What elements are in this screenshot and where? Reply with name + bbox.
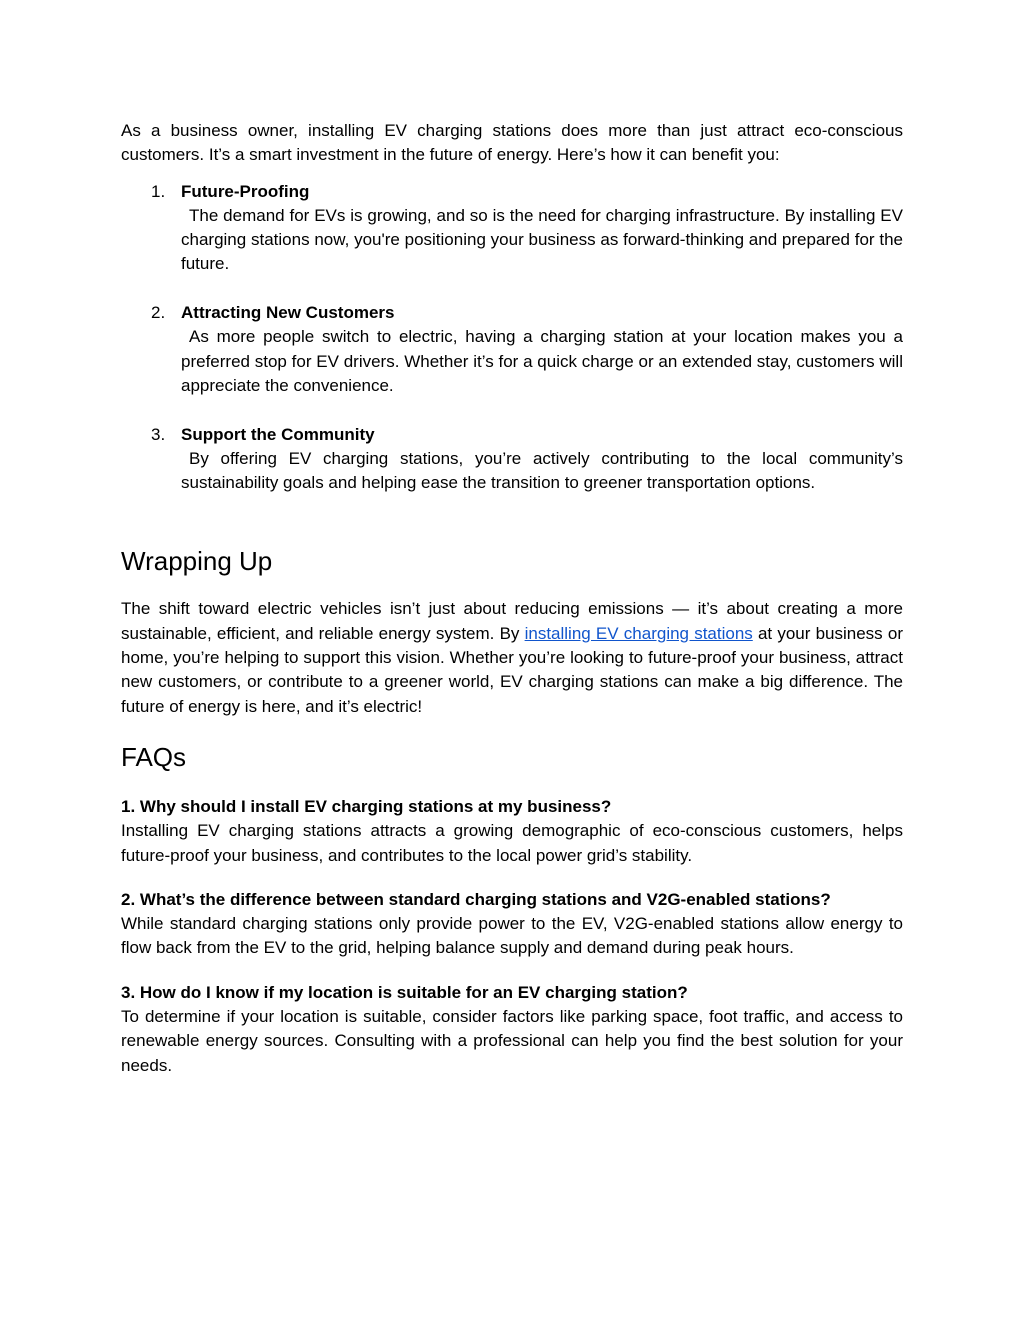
list-item-body: By offering EV charging stations, you’re actively contributing to the local community’s sustainability goals and helping ease the transition to greener transportation options.	[181, 448, 903, 493]
list-item	[121, 180, 903, 277]
faqs-heading: FAQs	[121, 741, 187, 772]
faq-answer: Installing EV charging stations attracts a growing demographic of eco-conscious customers, helps future-proof your business, and contributes to the local power grid’s stability.	[121, 821, 903, 865]
list-item-title: Attracting New Customers	[181, 303, 395, 323]
list-item-number: 3.	[151, 424, 166, 444]
list-item-title: Future-Proofing	[181, 181, 310, 201]
intro-paragraph: As a business owner, installing EV charging stations does more than just attract eco-conscious customers. It’s a smart investment in the future of energy. Here’s how it can benefit you:	[121, 121, 903, 165]
installing-ev-charging-stations-link[interactable]: installing EV charging stations	[524, 623, 753, 643]
list-item	[121, 301, 903, 398]
faq-question: 2. What’s the difference between standard charging stations and V2G-enabled stations?	[121, 889, 831, 909]
faq-item	[121, 795, 903, 868]
list-item-number: 1.	[151, 181, 166, 201]
wrapping-text-after-link: at your business or home, you’re helping to support this vision. Whether you’re looking to future-proof your business, attract new customers, or contribute to a greener world, EV charging stations can make a big difference. The future of energy is here, and it’s electric!	[121, 623, 903, 716]
list-item-body: As more people switch to electric, having a charging station at your location makes you a preferred stop for EV drivers. Whether it’s for a quick charge or an extended stay, customers will appreciate the convenience.	[181, 327, 903, 395]
faq-question: 3. How do I know if my location is suitable for an EV charging station?	[121, 982, 688, 1002]
wrapping-up-paragraph	[121, 597, 903, 718]
wrapping-text-before-link: The shift toward electric vehicles isn’t just about reducing emissions — it’s about creating a more sustainable, efficient, and reliable energy system. By	[121, 599, 903, 643]
faq-answer: While standard charging stations only provide power to the EV, V2G-enabled stations allow energy to flow back from the EV to the grid, helping balance supply and demand during peak hours.	[121, 914, 903, 958]
list-item-number: 2.	[151, 303, 166, 323]
list-item-title: Support the Community	[181, 424, 375, 444]
list-item-body: The demand for EVs is growing, and so is the need for charging infrastructure. By installing EV charging stations now, you're positioning your business as forward-thinking and prepared for the future.	[181, 205, 903, 274]
faq-question: 1. Why should I install EV charging stations at my business?	[121, 796, 612, 816]
faq-item	[121, 888, 903, 961]
faq-item	[121, 981, 903, 1078]
benefits-list	[121, 180, 903, 496]
faq-answer: To determine if your location is suitable, consider factors like parking space, foot traffic, and access to renewable energy sources. Consulting with a professional can help you find the best solution for your needs.	[121, 1007, 903, 1075]
document-page	[121, 119, 903, 1098]
list-item	[121, 423, 903, 496]
wrapping-up-heading: Wrapping Up	[121, 546, 273, 577]
